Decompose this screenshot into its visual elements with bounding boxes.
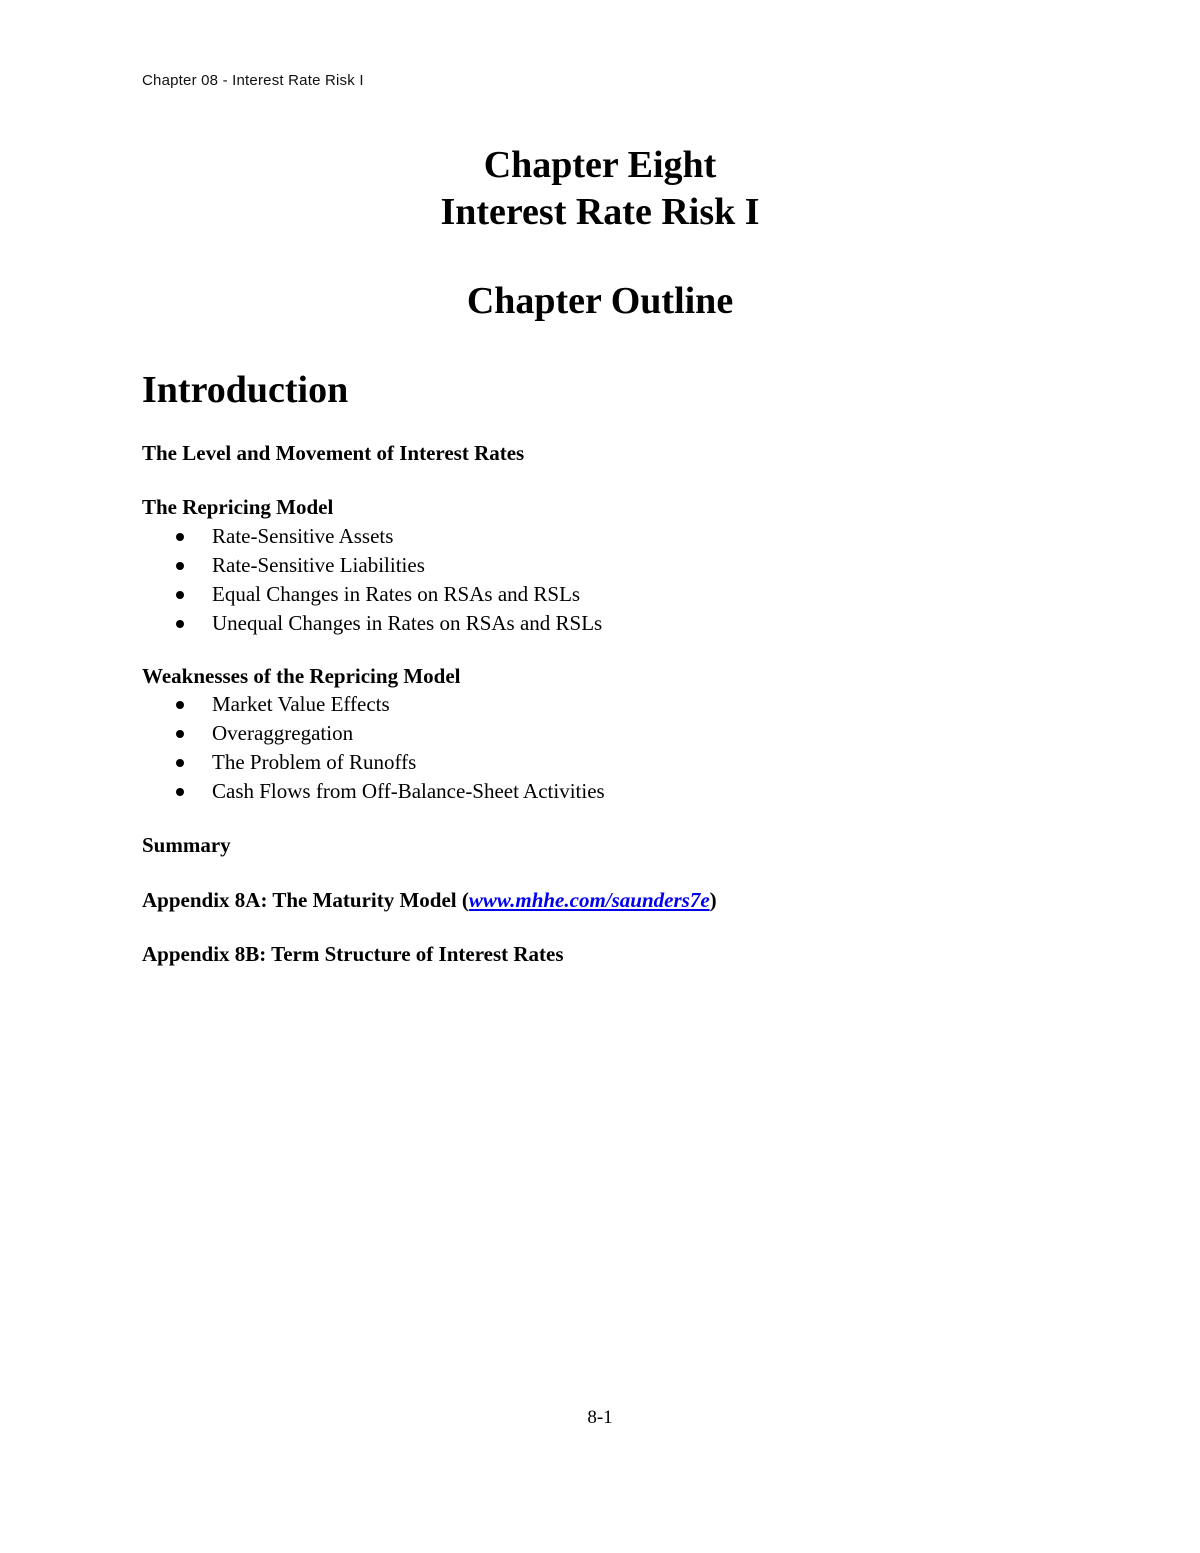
level-movement-heading: The Level and Movement of Interest Rates <box>142 441 525 465</box>
list-item <box>170 690 605 719</box>
bullet-icon <box>176 788 184 796</box>
list-item-label: Rate-Sensitive Assets <box>212 524 394 548</box>
repricing-model-list <box>170 522 602 638</box>
list-item-label: Unequal Changes in Rates on RSAs and RSLs <box>212 611 603 635</box>
list-item <box>170 777 605 806</box>
appendix-8a-suffix: ) <box>709 888 717 912</box>
weaknesses-list <box>170 690 605 806</box>
outline-title: Chapter Outline <box>466 280 734 322</box>
page-number: 8-1 <box>587 1407 613 1428</box>
bullet-icon <box>176 759 184 767</box>
list-item-label: Market Value Effects <box>212 692 390 716</box>
list-item <box>170 551 602 580</box>
list-item <box>170 748 605 777</box>
running-header: Chapter 08 - Interest Rate Risk I <box>142 72 364 89</box>
summary-heading: Summary <box>142 833 231 857</box>
list-item <box>170 580 602 609</box>
weaknesses-heading: Weaknesses of the Repricing Model <box>142 664 461 688</box>
repricing-model-heading: The Repricing Model <box>142 495 334 519</box>
chapter-title: Chapter Eight <box>483 144 717 186</box>
list-item-label: Rate-Sensitive Liabilities <box>212 553 425 577</box>
bullet-icon <box>176 701 184 709</box>
appendix-8b-heading: Appendix 8B: Term Structure of Interest Rates <box>142 942 564 966</box>
list-item <box>170 609 602 638</box>
bullet-icon <box>176 730 184 738</box>
bullet-icon <box>176 533 184 541</box>
bullet-icon <box>176 591 184 599</box>
list-item-label: The Problem of Runoffs <box>212 750 417 774</box>
bullet-icon <box>176 562 184 570</box>
appendix-8a-prefix: Appendix 8A: The Maturity Model ( <box>142 888 469 912</box>
list-item <box>170 522 602 551</box>
appendix-8a-link[interactable]: www.mhhe.com/saunders7e <box>468 888 710 912</box>
chapter-subtitle: Interest Rate Risk I <box>440 191 760 233</box>
introduction-heading: Introduction <box>142 369 349 411</box>
list-item <box>170 719 605 748</box>
bullet-icon <box>176 620 184 628</box>
appendix-8a-heading <box>142 887 717 913</box>
list-item-label: Cash Flows from Off-Balance-Sheet Activities <box>212 779 605 803</box>
list-item-label: Equal Changes in Rates on RSAs and RSLs <box>212 582 581 606</box>
list-item-label: Overaggregation <box>212 721 354 745</box>
